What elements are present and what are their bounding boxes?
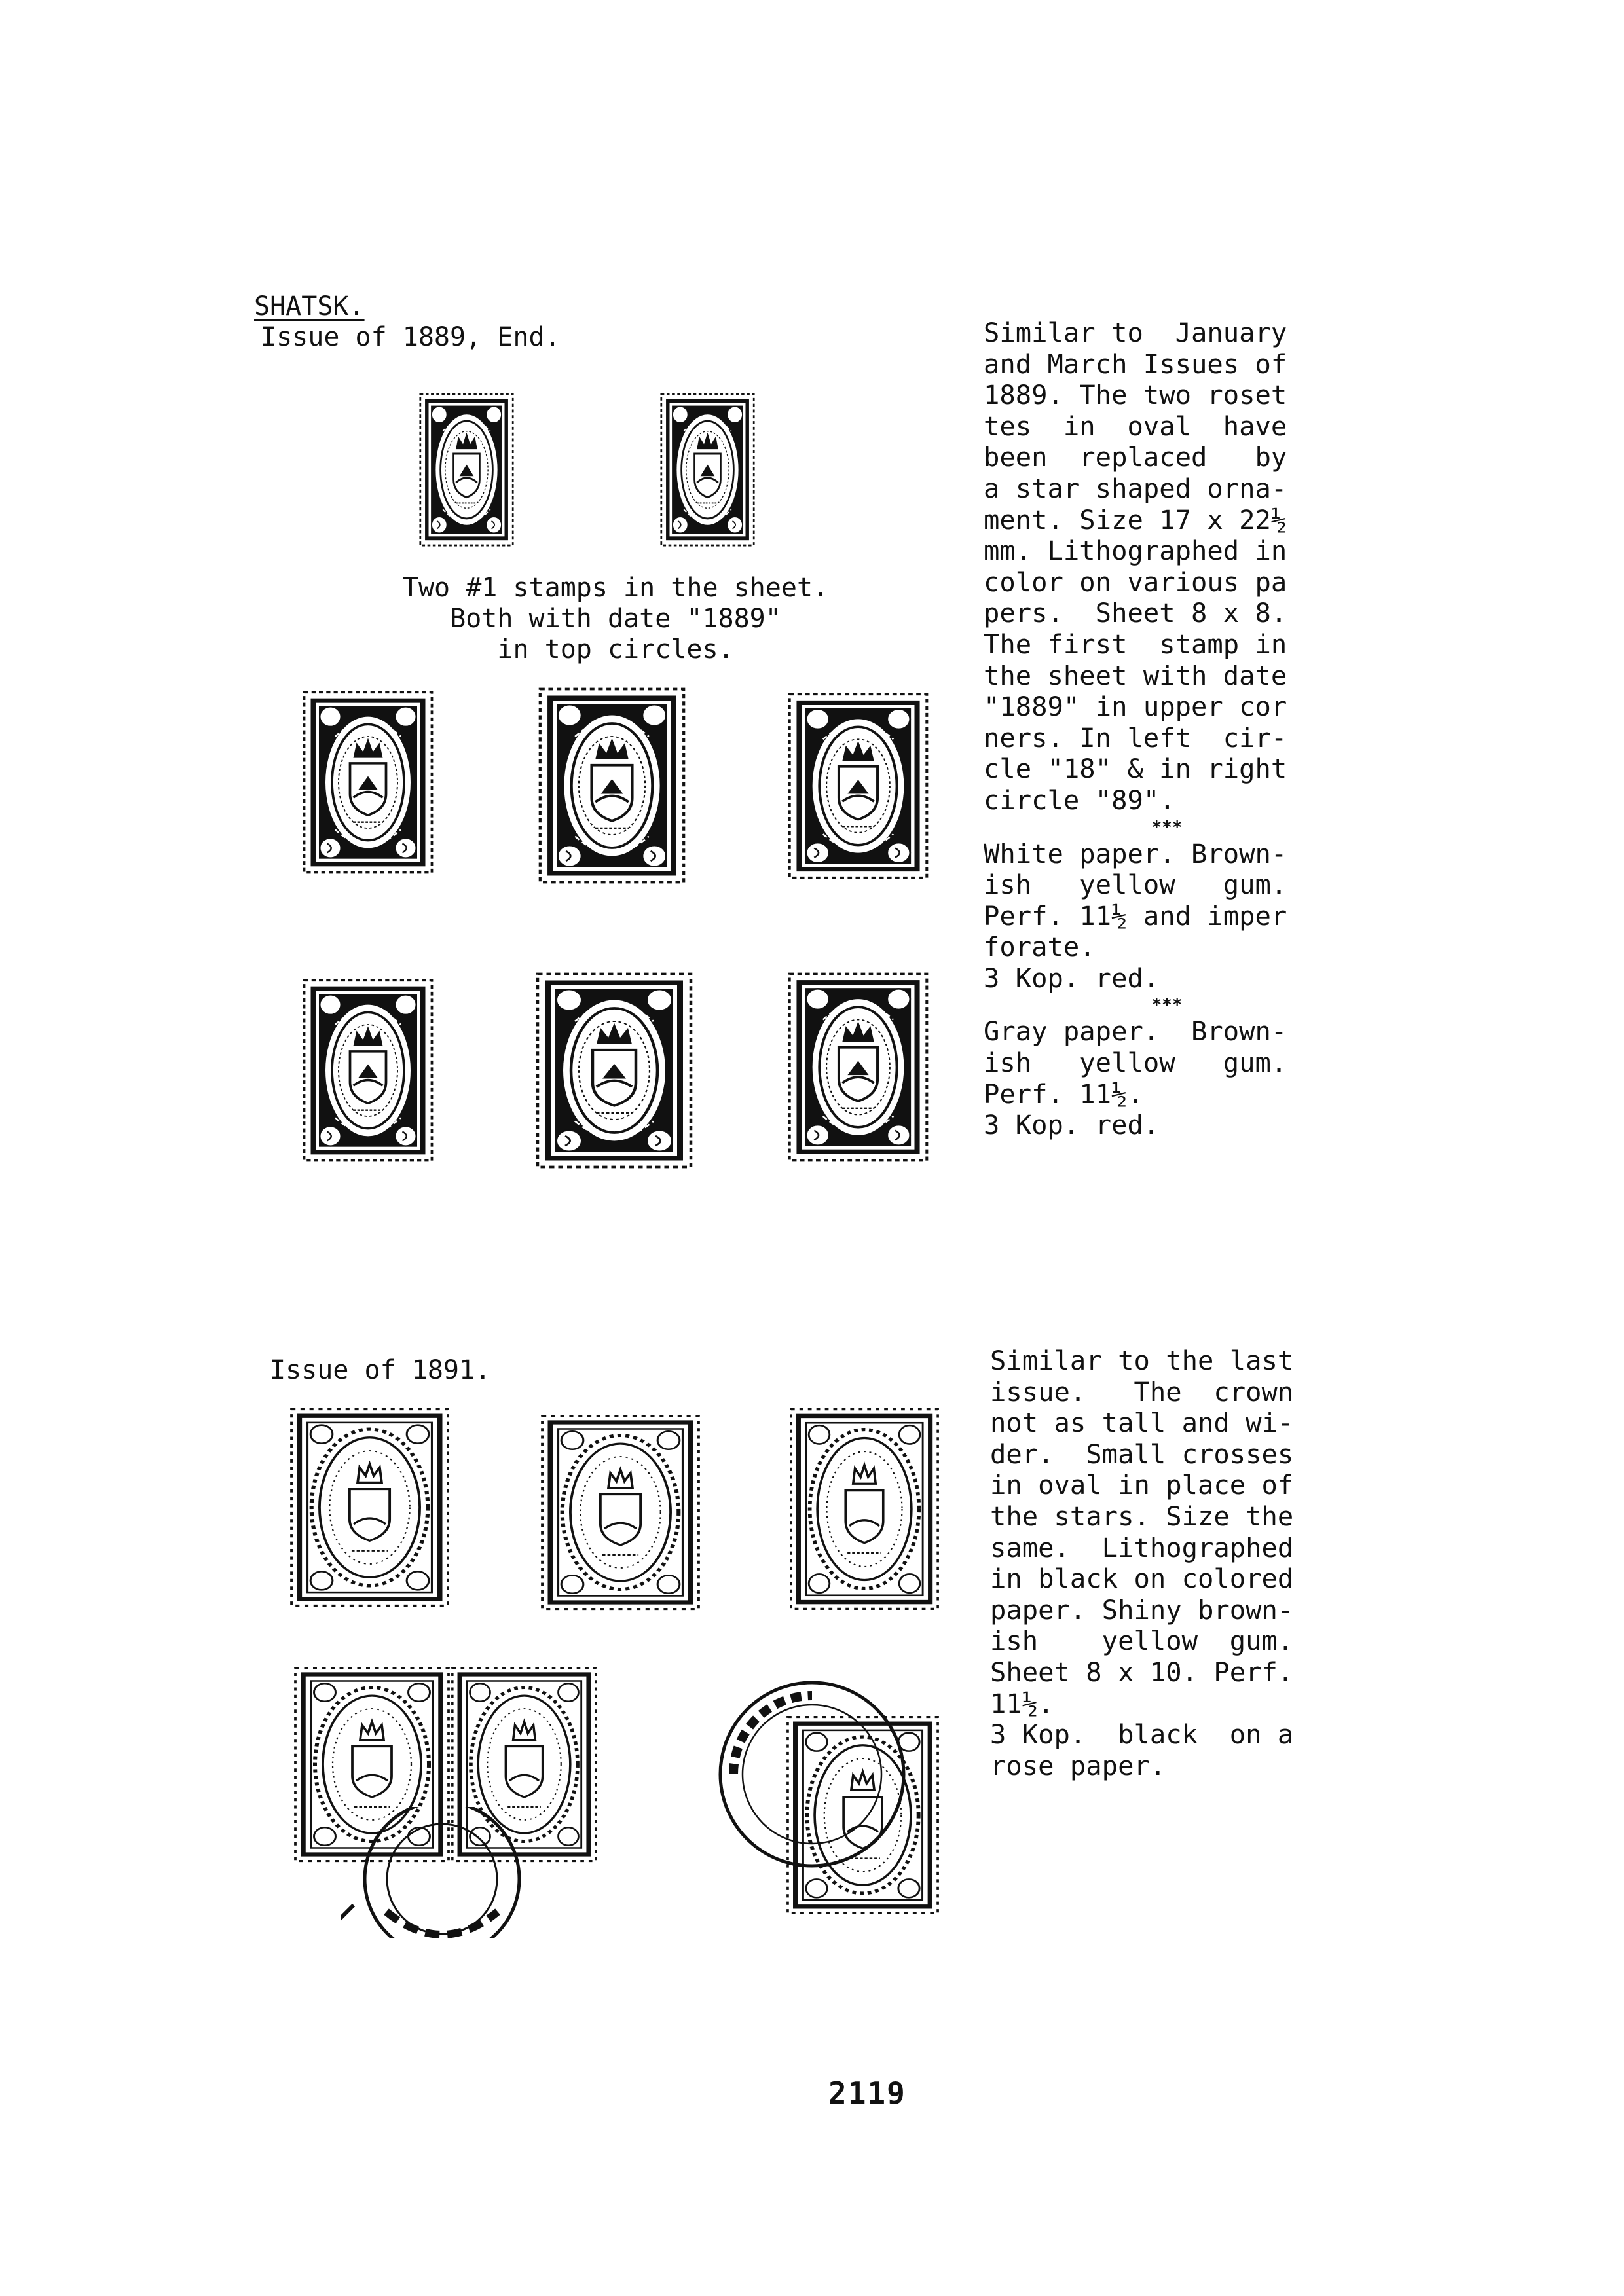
stamp-1889-1 xyxy=(419,393,514,547)
caption-line: in top circles. xyxy=(497,634,734,665)
desc-line: issue. The crown xyxy=(990,1376,1294,1408)
stamp-1889-5 xyxy=(788,693,929,879)
stamp-1889-8 xyxy=(788,972,929,1162)
desc-line: mm. Lithographed in xyxy=(984,535,1287,567)
desc-line: paper. Shiny brown- xyxy=(990,1594,1294,1626)
desc-line: not as tall and wi- xyxy=(990,1407,1294,1439)
desc-line: "1889" in upper cor xyxy=(984,691,1287,723)
separator-stars: *** xyxy=(1151,817,1183,837)
desc-line: Similar to the last xyxy=(990,1345,1294,1376)
desc-line: 11½. xyxy=(990,1687,1054,1719)
caption-line: Both with date "1889" xyxy=(450,604,781,634)
stamp-1891-1 xyxy=(289,1408,450,1607)
desc-line: Similar to January xyxy=(984,317,1287,348)
separator-stars: *** xyxy=(1151,995,1183,1015)
desc-line: ners. In left cir- xyxy=(984,721,1287,754)
desc-line: a star shaped orna- xyxy=(984,472,1287,504)
description-1891 xyxy=(990,1345,1396,1781)
issue-1891-heading: Issue of 1891. xyxy=(270,1355,491,1385)
desc-line: 1889. The two roset xyxy=(984,379,1287,411)
desc-line: in oval in place of xyxy=(990,1469,1294,1501)
desc-line: circle "89". xyxy=(984,784,1175,816)
caption-1889 xyxy=(341,573,891,665)
desc-line: color on various pa xyxy=(984,566,1287,598)
desc-line: White paper. Brown- xyxy=(984,837,1287,869)
stamp-1889-2 xyxy=(660,393,755,547)
description-1889 xyxy=(984,318,1390,1141)
desc-line: pers. Sheet 8 x 8. xyxy=(984,597,1287,629)
desc-line: Sheet 8 x 10. Perf. xyxy=(990,1656,1294,1688)
desc-line: tes in oval have xyxy=(984,410,1287,442)
stamp-1889-3 xyxy=(303,691,434,874)
stamp-1891-3 xyxy=(789,1408,940,1611)
desc-line: 3 Kop. red. xyxy=(984,1109,1160,1141)
stamp-1889-6 xyxy=(303,979,434,1162)
desc-line: ish yellow gum. xyxy=(990,1625,1294,1657)
desc-line: The first stamp in xyxy=(984,628,1287,660)
desc-line: Perf. 11½ and imper xyxy=(984,900,1287,932)
desc-line: same. Lithographed xyxy=(990,1531,1294,1563)
desc-line: ish yellow gum. xyxy=(984,1047,1287,1079)
desc-line: 3 Kop. red. xyxy=(984,962,1160,994)
issue-1889-heading: Issue of 1889, End. xyxy=(261,322,561,352)
postmark-circle xyxy=(341,1807,544,1938)
location-heading: SHATSK. xyxy=(254,291,365,321)
desc-line: in black on colored xyxy=(990,1563,1294,1595)
desc-line: the stars. Size the xyxy=(990,1500,1294,1532)
stamp-1889-4 xyxy=(538,687,686,884)
desc-line: and March Issues of xyxy=(984,348,1287,380)
caption-line: Two #1 stamps in the sheet. xyxy=(402,573,829,603)
postmark-circle xyxy=(714,1676,910,1872)
desc-line: Gray paper. Brown- xyxy=(984,1015,1287,1048)
stamp-1891-2 xyxy=(540,1414,701,1611)
desc-line: ish yellow gum. xyxy=(984,869,1287,901)
desc-line: cle "18" & in right xyxy=(984,753,1287,785)
desc-line: forate. xyxy=(984,931,1096,963)
stamp-1889-7 xyxy=(536,972,693,1169)
desc-line: 3 Kop. black on a xyxy=(990,1719,1294,1751)
desc-line: ment. Size 17 x 22½ xyxy=(984,503,1287,536)
desc-line: rose paper. xyxy=(990,1749,1166,1781)
desc-line: der. Small crosses xyxy=(990,1438,1294,1470)
desc-line: the sheet with date xyxy=(984,659,1287,691)
page-number: 2119 xyxy=(828,2075,906,2111)
desc-line: been replaced by xyxy=(984,441,1287,473)
desc-line: Perf. 11½. xyxy=(984,1078,1143,1110)
